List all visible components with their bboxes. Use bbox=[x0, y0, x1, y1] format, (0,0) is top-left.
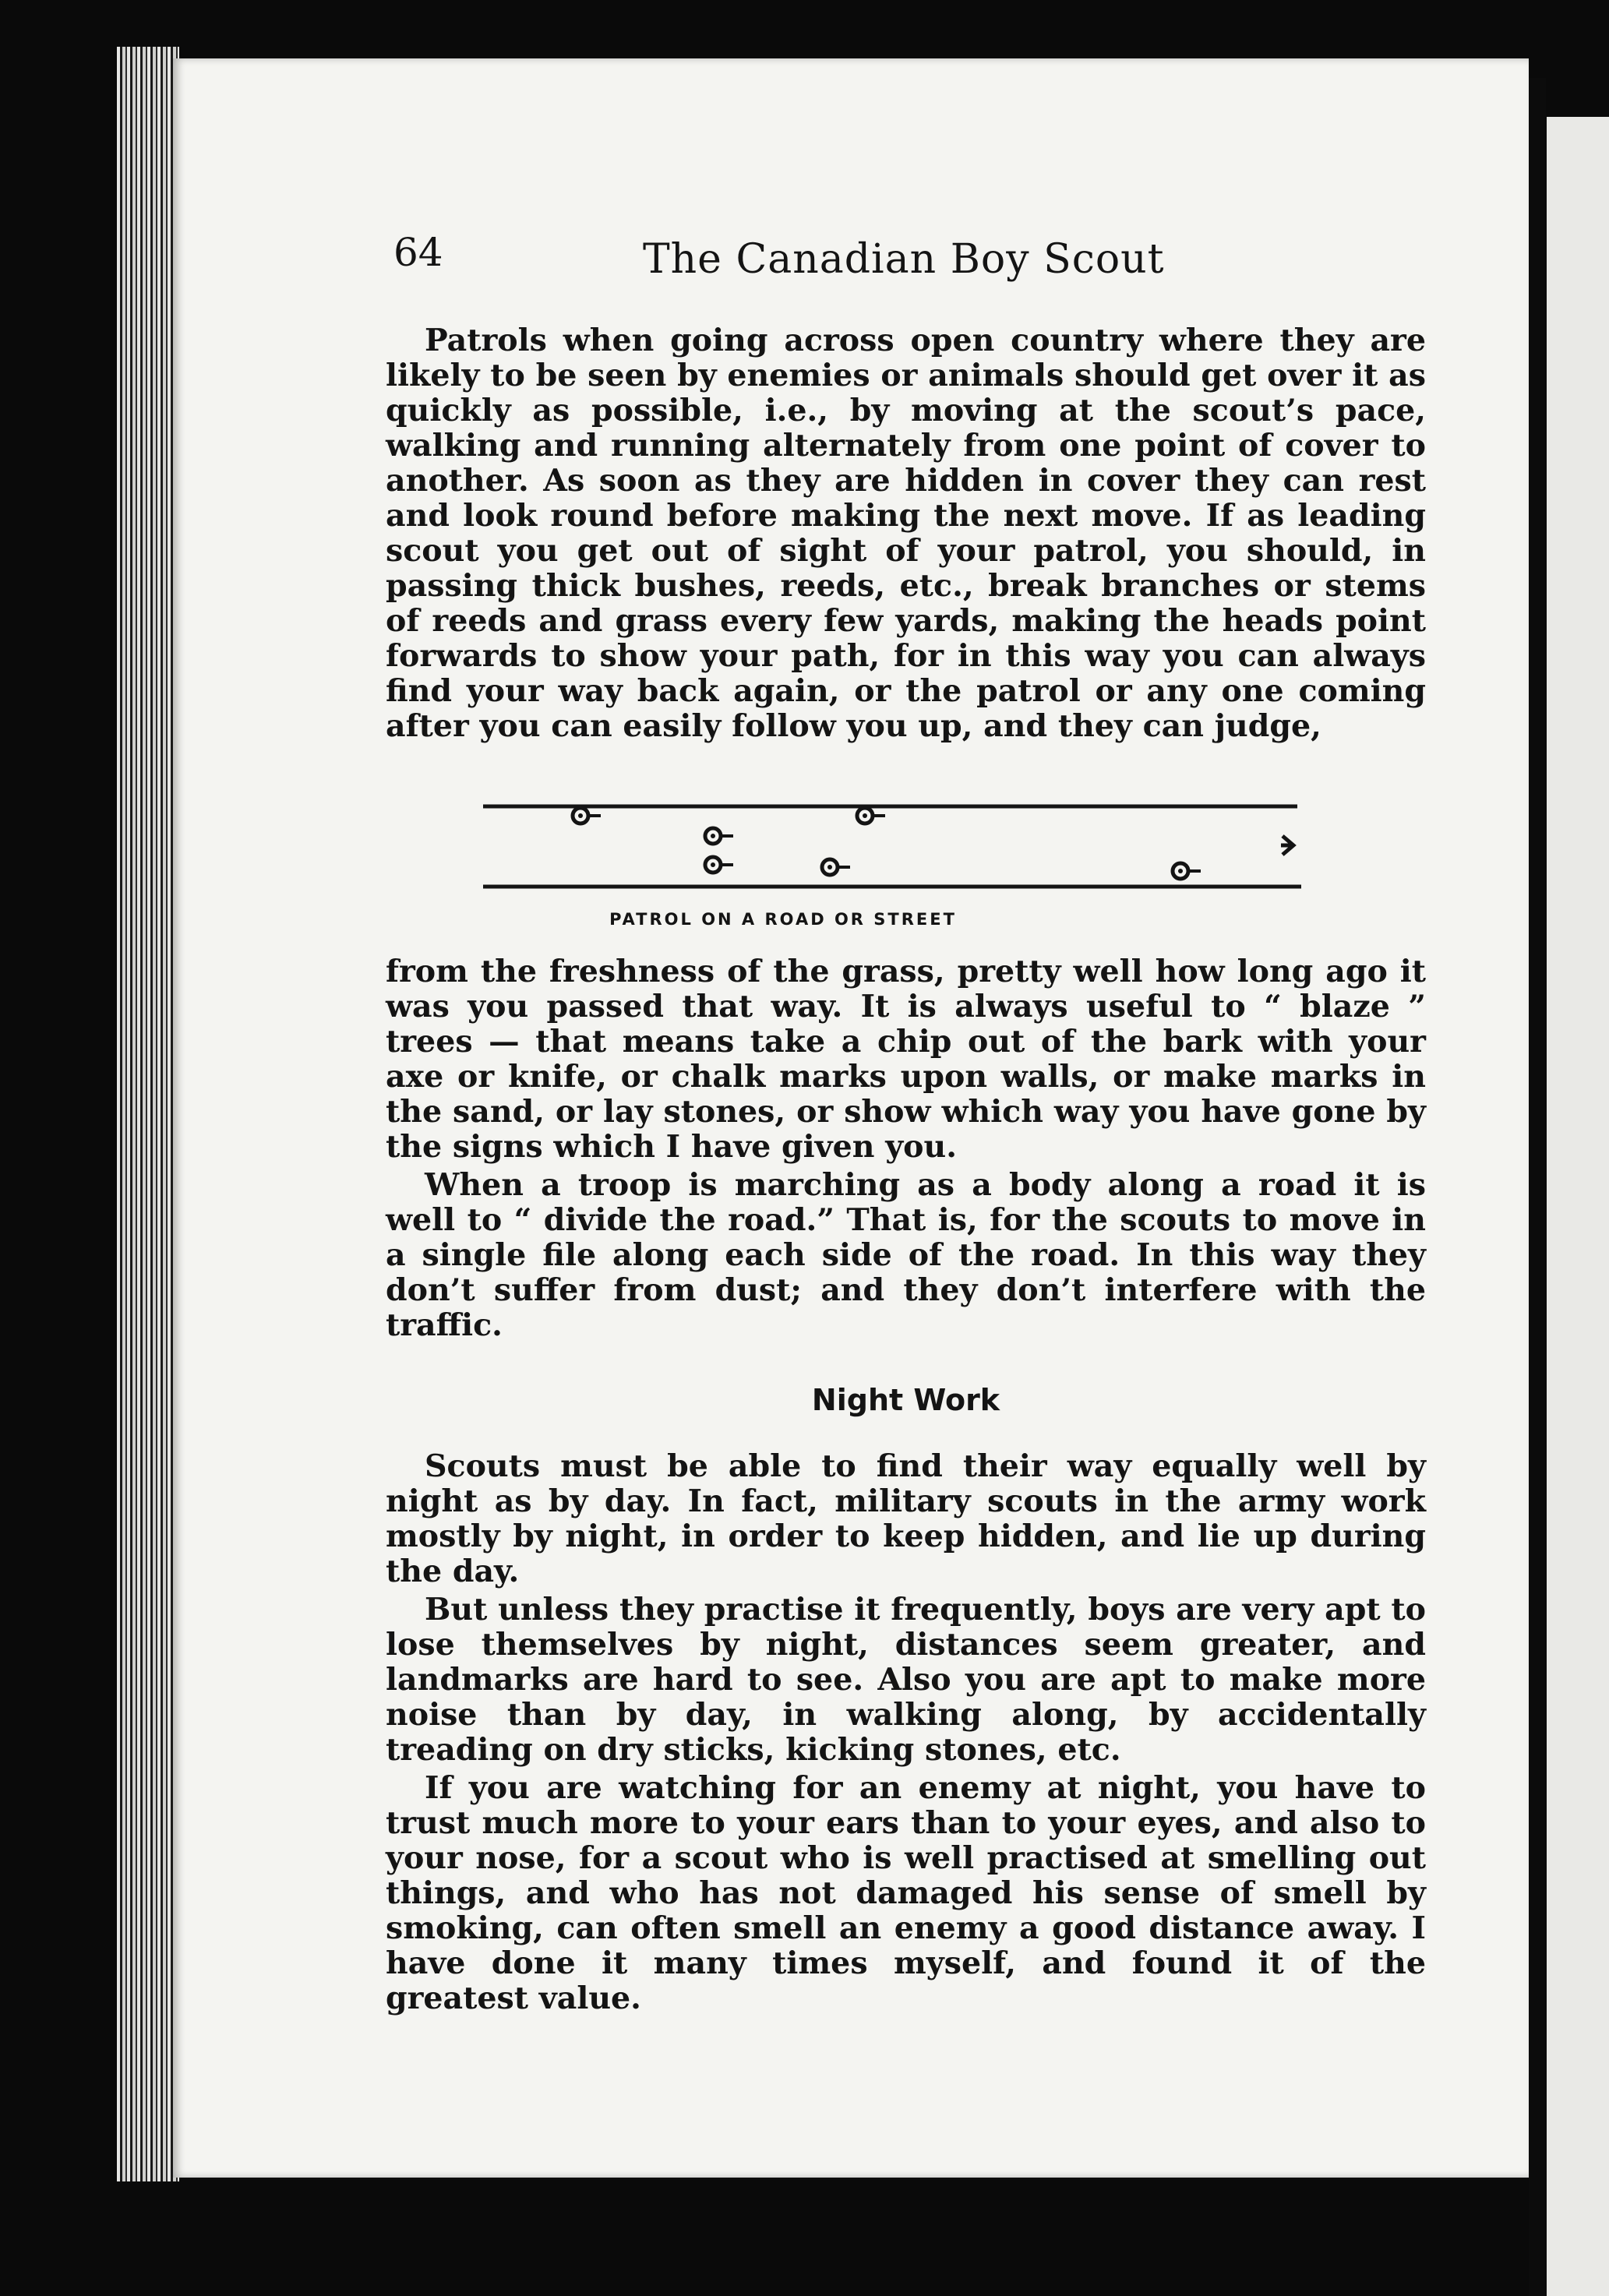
facing-page-edge bbox=[1547, 117, 1609, 2296]
page-header bbox=[393, 230, 1430, 300]
body-text-middle bbox=[386, 954, 1426, 1343]
paragraph-practise: But unless they practise it frequently, boys are very apt to lose themselves by night, distances seem greater, and landmarks are hard to see. Also you are apt to make more noise than by day, in walking along, by accidentally treading on dry sticks, kicking stones, etc. bbox=[386, 1592, 1426, 1768]
paragraph-patrols: Patrols when going across open country where they are likely to be seen by enemies or animals should get over it as quickly as possible, i.e., by moving at the scout’s pace, walking and running alternately from one point of cover to another. As soon as they are hidden in cover they can rest and look round before making the next move. If as leading scout you get out of sight of your patrol, you should, in passing thick bushes, reeds, etc., break branches or stems of reeds and grass every few yards, making the heads point forwards to show your path, for in this way you can always find your way back again, or the patrol or any one coming after you can easily follow you up, and they can judge, bbox=[386, 323, 1426, 744]
paragraph-smell: If you are watching for an enemy at night, you have to trust much more to your ears than to your eyes, and also to your nose, for a scout who is well practised at smelling out things, and who has not damaged his sense of smell by smoking, can often smell an enemy a good distance away. I have done it many times myself, and found it of the greatest value. bbox=[386, 1770, 1426, 2016]
paragraph-divide-road: When a troop is marching as a body along a road it is well to “ divide the road.” That is, for the scouts to move in a single file along each side of the road. In this way they don’t suffer from dust; and they don’t interfere with the traffic. bbox=[386, 1167, 1426, 1343]
scout-patrol-sign-icon bbox=[822, 859, 850, 875]
running-title: The Canadian Boy Scout bbox=[643, 236, 1165, 283]
body-text-night-work bbox=[386, 1449, 1426, 2016]
page-number: 64 bbox=[393, 230, 443, 275]
figure-caption: PATROL ON A ROAD OR STREET bbox=[609, 910, 957, 929]
patrol-diagram bbox=[468, 787, 1325, 943]
body-text-top bbox=[386, 323, 1426, 744]
scout-patrol-sign-icon bbox=[705, 828, 733, 844]
scout-patrol-sign-icon bbox=[1173, 863, 1201, 879]
book-page-edges bbox=[117, 47, 179, 2181]
scout-patrol-sign-icon bbox=[857, 808, 885, 824]
paragraph-night-scouting: Scouts must be able to find their way equally well by night as by day. In fact, military scouts in the army work mostly by night, in order to keep hidden, and lie up during the day. bbox=[386, 1448, 1426, 1589]
arrow-right-icon bbox=[1281, 836, 1293, 855]
scout-patrol-sign-icon bbox=[705, 857, 733, 873]
paragraph-patrols-continued: from the freshness of the grass, pretty well how long ago it was you passed that way. It is always useful to “ blaze ” trees — that means take a chip out of the bark with your axe or knife, or chalk marks upon walls, or make marks in the sand, or lay stones, or show which way you have gone by the signs which I have given you. bbox=[386, 954, 1426, 1165]
book-gutter-shadow bbox=[1529, 78, 1546, 2296]
section-heading-night-work: Night Work bbox=[811, 1383, 1000, 1417]
scout-patrol-sign-icon bbox=[573, 808, 601, 824]
